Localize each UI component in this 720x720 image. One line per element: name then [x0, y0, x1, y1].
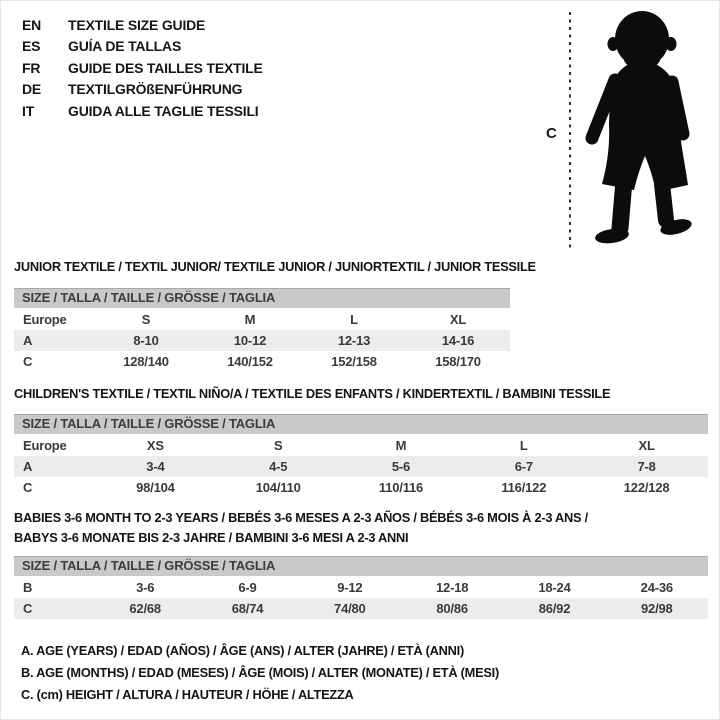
size-cell: 68/74: [231, 601, 264, 616]
size-header-bar: SIZE / TALLA / TAILLE / GRÖSSE / TAGLIA: [14, 288, 510, 308]
size-cell: 104/110: [255, 480, 301, 495]
section-junior: [14, 257, 536, 369]
table-row-c: [14, 598, 708, 619]
size-cell: 9-12: [337, 580, 363, 595]
language-list: [22, 14, 263, 122]
silhouette-ear-right: [666, 37, 677, 51]
silhouette-ear-left: [608, 37, 619, 51]
size-cell: 12-13: [337, 333, 371, 348]
table-rows: [14, 577, 708, 619]
table-row-europe: [14, 309, 510, 330]
language-row-fr: [22, 57, 263, 79]
row-label: Europe: [23, 312, 67, 327]
table-row-a: [14, 330, 510, 351]
row-label: C: [23, 601, 33, 616]
table-row-europe: [14, 435, 708, 456]
height-measure-label: C: [546, 125, 557, 142]
size-cell: 62/68: [129, 601, 161, 616]
row-label: A: [23, 333, 33, 348]
section-children: [14, 384, 708, 495]
size-cell: XL: [638, 438, 655, 453]
size-header-bar: SIZE / TALLA / TAILLE / GRÖSSE / TAGLIA: [14, 414, 708, 434]
size-cell: 8-10: [133, 333, 159, 348]
row-label: C: [23, 480, 33, 495]
size-cell: 24-36: [640, 580, 673, 595]
size-cell: 6-9: [238, 580, 257, 595]
language-code: FR: [22, 59, 41, 76]
footnote-a: A. AGE (YEARS) / EDAD (AÑOS) / ÂGE (ANS) / ALTER (JAHRE) / ETÀ (ANNI): [21, 643, 464, 658]
size-cell: 7-8: [637, 459, 656, 474]
size-cell: S: [141, 312, 151, 327]
language-code: IT: [22, 102, 35, 119]
size-cell: 98/104: [136, 480, 175, 495]
table-row-c: [14, 477, 708, 498]
size-cell: L: [350, 312, 358, 327]
size-cell: 140/152: [227, 354, 273, 369]
toddler-silhouette: [582, 6, 708, 252]
size-cell: 18-24: [538, 580, 571, 595]
section-title: JUNIOR TEXTILE / TEXTIL JUNIOR/ TEXTILE JUNIOR / JUNIORTEXTIL / JUNIOR TESSILE: [14, 259, 536, 274]
size-cell: 3-4: [146, 459, 165, 474]
language-label: GUIDA ALLE TAGLIE TESSILI: [68, 102, 259, 119]
language-code: DE: [22, 81, 42, 98]
language-row-it: [22, 100, 263, 122]
size-cell: 128/140: [123, 354, 169, 369]
size-cell: 86/92: [538, 601, 571, 616]
size-cell: L: [519, 438, 528, 453]
size-cell: 110/116: [378, 480, 424, 495]
language-code: EN: [22, 16, 42, 33]
size-cell: 116/122: [501, 480, 547, 495]
size-cell: 92/98: [641, 601, 673, 616]
language-row-es: [22, 36, 263, 58]
section-babies: [14, 508, 708, 616]
section-title: BABYS 3-6 MONATE BIS 2-3 JAHRE / BAMBINI 3-6 MESI A 2-3 ANNI: [14, 530, 409, 545]
language-code: ES: [22, 38, 41, 55]
size-cell: 122/128: [623, 480, 670, 495]
size-cell: M: [244, 312, 256, 327]
footnote-c: C. (cm) HEIGHT / ALTURA / HAUTEUR / HÖHE / ALTEZZA: [21, 687, 354, 702]
size-cell: 80/86: [436, 601, 468, 616]
height-measure-dotted-line: [569, 12, 571, 250]
table-row-c: [14, 351, 510, 372]
section-title: BABIES 3-6 MONTH TO 2-3 YEARS / BEBÉS 3-6 MESES A 2-3 AÑOS / BÉBÉS 3-6 MOIS À 2-3 ANS /: [14, 510, 588, 525]
size-cell: 4-5: [269, 459, 288, 474]
silhouette-leg-left: [620, 181, 624, 228]
table-row-b: [14, 577, 708, 598]
size-cell: 74/80: [334, 601, 366, 616]
size-cell: XL: [449, 312, 467, 327]
size-cell: 3-6: [136, 580, 155, 595]
table-rows: [14, 309, 510, 372]
row-label: Europe: [23, 438, 67, 453]
language-label: GUIDE DES TAILLES TEXTILE: [68, 59, 263, 76]
footnotes: [21, 640, 499, 706]
size-cell: 158/170: [435, 354, 481, 369]
language-row-en: [22, 14, 263, 36]
size-cell: 5-6: [391, 459, 411, 474]
size-cell: S: [273, 438, 283, 453]
size-cell: 152/158: [331, 354, 377, 369]
size-cell: M: [395, 438, 407, 453]
row-label: A: [23, 459, 33, 474]
row-label: B: [23, 580, 33, 595]
table-rows: [14, 435, 708, 498]
size-header-bar: SIZE / TALLA / TAILLE / GRÖSSE / TAGLIA: [14, 556, 708, 576]
language-row-de: [22, 79, 263, 101]
size-cell: 10-12: [233, 333, 267, 348]
size-cell: XS: [146, 438, 164, 453]
size-cell: 12-18: [436, 580, 469, 595]
language-label: GUÍA DE TALLAS: [68, 38, 182, 55]
language-label: TEXTILGRÖßENFÜHRUNG: [68, 81, 243, 98]
table-row-a: [14, 456, 708, 477]
section-title: CHILDREN'S TEXTILE / TEXTIL NIÑO/A / TEXTILE DES ENFANTS / KINDERTEXTIL / BAMBINI TESSILE: [14, 386, 611, 401]
silhouette-leg-right: [662, 184, 666, 220]
footnote-b: B. AGE (MONTHS) / EDAD (MESES) / ÂGE (MOIS) / ALTER (MONATE) / ETÀ (MESI): [21, 665, 499, 680]
language-label: TEXTILE SIZE GUIDE: [68, 16, 206, 33]
size-cell: 6-7: [514, 459, 533, 474]
size-cell: 14-16: [441, 333, 475, 348]
row-label: C: [23, 354, 33, 369]
